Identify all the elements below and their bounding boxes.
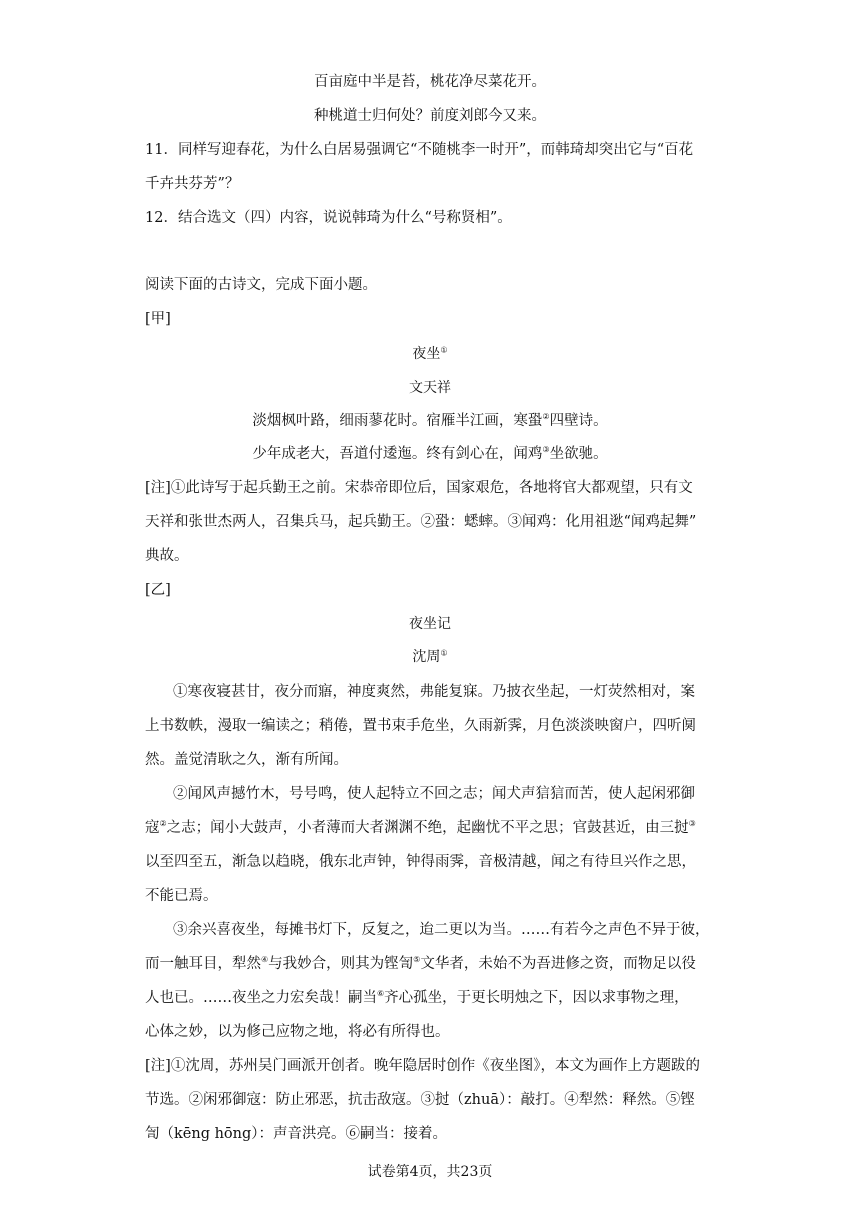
paragraph-line: ③余兴喜夜坐，每摊书灯下，反复之，迨二更以为当。……有若今之声色不异于彼， — [173, 922, 710, 938]
section-label-yi: [乙] — [145, 582, 171, 598]
question-11: 11．同样写迎春花，为什么白居易强调它“不随桃李一时开”，而韩琦却突出它与“百花 — [145, 142, 694, 158]
essay-title: 夜坐记 — [409, 616, 451, 632]
annotation: 訇（kēng hōng）：声音洪亮。⑥嗣当：接着。 — [145, 1126, 448, 1142]
poem-text: 少年成老大，吾道付逶迤。终有剑心在，闻鸡 — [252, 446, 543, 462]
section-label-jia: [甲] — [145, 311, 171, 327]
poem-line: 百亩庭中半是苔，桃花净尽菜花开。 — [314, 74, 546, 90]
paragraph-line: ②闻风声撼竹木，号号鸣，使人起特立不回之志；闻犬声狺狺而苦，使人起闲邪御 — [173, 786, 695, 802]
poem-line — [0, 411, 860, 431]
paragraph-text: 而一触耳目，犁然 — [145, 956, 261, 972]
poem-line: 种桃道士归何处？前度刘郎今又来。 — [314, 108, 546, 124]
paragraph-text: 寇 — [145, 820, 160, 836]
annotation: 天祥和张世杰两人，召集兵马，起兵勤王。②蛩：蟋蟀。③闻鸡：化用祖逖“闻鸡起舞” — [145, 514, 697, 530]
paragraph-text: 人也已。……夜坐之力宏矣哉！嗣当 — [145, 990, 377, 1006]
footnote-marker: ② — [542, 412, 550, 422]
paragraph-text: 与我妙合，则其为铿訇 — [268, 956, 414, 972]
page-footer: 试卷第4页，共23页 — [367, 1164, 493, 1180]
annotation: 节选。②闲邪御寇：防止邪恶，抗击敌寇。③挝（zhuā）：敲打。④犁然：释然。⑤铿 — [145, 1092, 695, 1108]
footnote-marker: ① — [440, 345, 448, 355]
paragraph-text: 之志；闻小大鼓声，小者薄而大者渊渊不绝，起幽忧不平之思；官鼓甚近，由三挝 — [166, 820, 689, 836]
poem-text: 坐欲驰。 — [549, 446, 608, 462]
poem-text: 四壁诗。 — [549, 413, 608, 429]
paragraph-line: 不能已焉。 — [145, 888, 218, 904]
paragraph-line: 心体之妙，以为修己应物之地，将必有所得也。 — [145, 1024, 450, 1040]
paragraph-line: ①寒夜寝甚甘，夜分而寤，神度爽然，弗能复寐。乃披衣坐起，一灯荧然相对，案 — [173, 684, 695, 700]
paragraph-line: 然。盖觉清耿之久，渐有所闻。 — [145, 752, 348, 768]
paragraph-line — [145, 818, 696, 838]
footnote-marker: ③ — [542, 445, 550, 455]
footnote-marker: ② — [159, 819, 167, 829]
annotation: 典故。 — [145, 548, 189, 564]
footnote-marker: ⑥ — [377, 989, 385, 999]
paragraph-text: 齐心孤坐，于更长明烛之下，因以求事物之理， — [384, 990, 689, 1006]
paragraph-line — [145, 988, 689, 1008]
poem-author: 文天祥 — [409, 380, 451, 396]
annotation: [注]①沈周，苏州吴门画派开创者。晚年隐居时创作《夜坐图》，本文为画作上方题跋的 — [145, 1058, 701, 1074]
instruction: 阅读下面的古诗文，完成下面小题。 — [145, 277, 377, 293]
footnote-marker: ③ — [688, 819, 696, 829]
essay-author-text: 沈周 — [412, 649, 441, 665]
poem-title — [0, 344, 860, 364]
footnote-marker: ④ — [261, 955, 269, 965]
paragraph-line — [145, 954, 696, 974]
question-11-continued: 千卉共芬芳”？ — [145, 176, 240, 192]
annotation: [注]①此诗写于起兵勤王之前。宋恭帝即位后，国家艰危，各地将官大都观望，只有文 — [145, 480, 693, 496]
poem-title-text: 夜坐 — [412, 346, 441, 362]
essay-author — [0, 647, 860, 667]
footnote-marker: ① — [440, 648, 448, 658]
paragraph-line: 以至四至五，渐急以趋晓，俄东北声钟，钟得雨霁，音极清越，闻之有待旦兴作之思， — [145, 854, 696, 870]
footnote-marker: ⑤ — [413, 955, 421, 965]
paragraph-line: 上书数帙，漫取一编读之；稍倦，置书束手危坐，久雨新霁，月色淡淡映窗户，四听阒 — [145, 718, 696, 734]
paragraph-text: 文华者，未始不为吾进修之资，而物足以役 — [420, 956, 696, 972]
poem-text: 淡烟枫叶路，细雨蓼花时。宿雁半江画，寒蛩 — [252, 413, 543, 429]
poem-line — [0, 444, 860, 464]
question-12: 12．结合选文（四）内容，说说韩琦为什么“号称贤相”。 — [145, 210, 512, 226]
